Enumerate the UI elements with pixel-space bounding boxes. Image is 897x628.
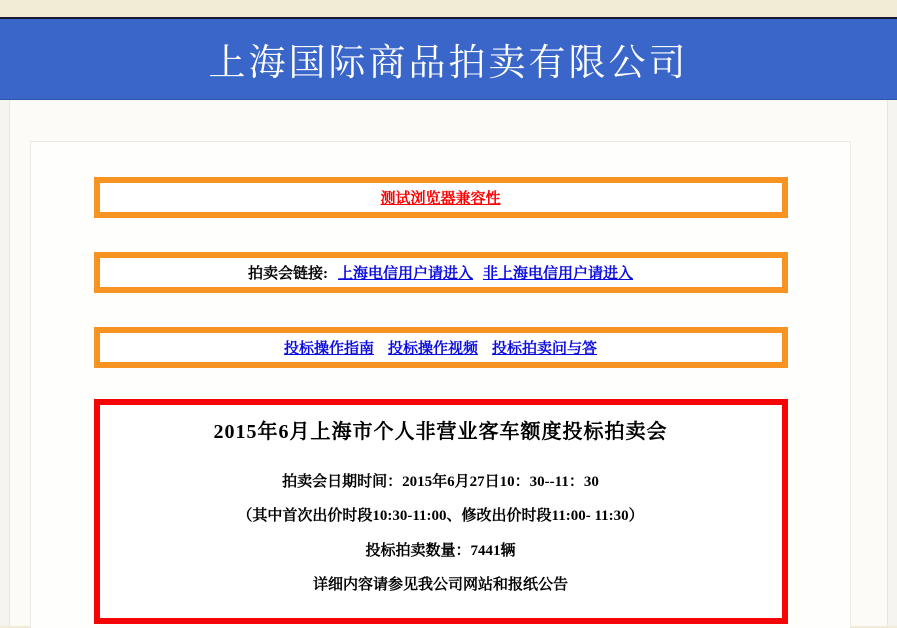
auction-phase-line: （其中首次出价时段10:30-11:00、修改出价时段11:00- 11:30） (237, 508, 644, 524)
top-margin-strip (0, 0, 897, 17)
auction-date-line: 拍卖会日期时间：2015年6月27日10：30--11：30 (282, 474, 599, 490)
company-banner (0, 17, 897, 100)
bidding-qa-link[interactable]: 投标拍卖问与答 (492, 341, 598, 357)
bidding-guide-box (94, 327, 788, 368)
page-background (0, 100, 897, 626)
bidding-video-link[interactable]: 投标操作视频 (387, 341, 478, 357)
bidding-guide-link[interactable]: 投标操作指南 (283, 341, 374, 357)
browser-compat-box (94, 177, 788, 218)
company-title: 上海国际商品拍卖有限公司 (208, 43, 689, 84)
auction-quantity-line: 投标拍卖数量：7441辆 (365, 543, 516, 559)
auction-notice-title: 2015年6月上海市个人非营业客车额度投标拍卖会 (213, 421, 668, 443)
telecom-user-enter-link[interactable]: 上海电信用户请进入 (337, 266, 473, 282)
auction-notice-box (94, 399, 788, 624)
auction-links-box (94, 252, 788, 293)
non-telecom-user-enter-link[interactable]: 非上海电信用户请进入 (483, 266, 634, 282)
browser-compat-link[interactable]: 测试浏览器兼容性 (380, 191, 501, 207)
auction-more-info-line: 详细内容请参见我公司网站和报纸公告 (312, 577, 568, 593)
content-panel (30, 141, 851, 628)
content-sheet (9, 100, 888, 626)
auction-links-label: 拍卖会链接: (247, 266, 328, 282)
